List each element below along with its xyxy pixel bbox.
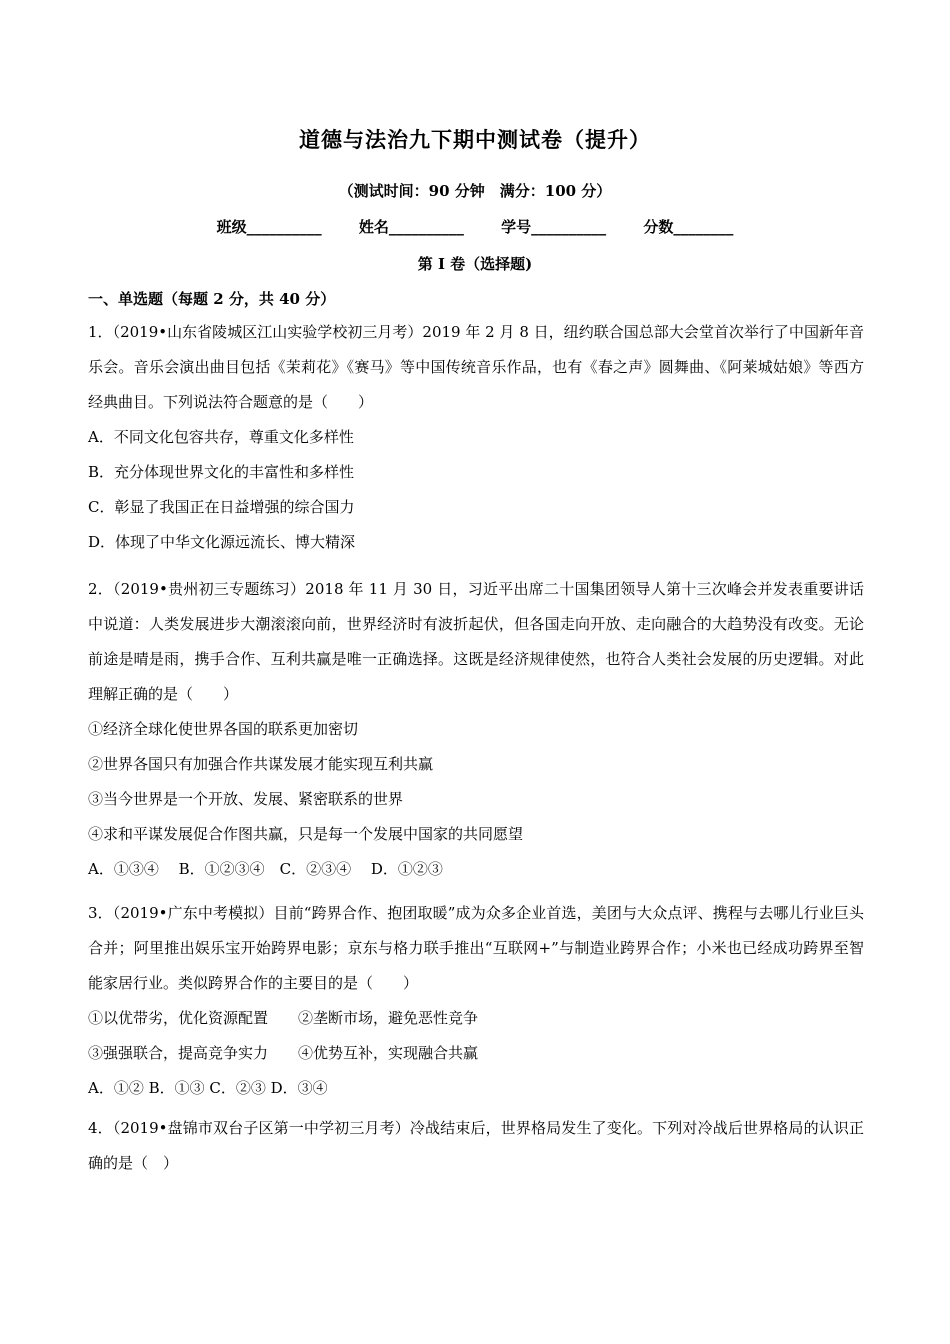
student-info-row	[0, 216, 950, 237]
page-title: 道德与法治九下期中测试卷（提升）	[299, 127, 651, 152]
options-line: A．①③④ B．①②③④ C．②③④ D．①②③	[88, 860, 443, 878]
statement-2: ②世界各国只有加强合作共谋发展才能实现互利共赢	[88, 755, 434, 773]
student-id-field: 学号__________	[501, 218, 607, 236]
options-line: A．①② B．①③ C．②③ D．③④	[88, 1079, 328, 1097]
question-stem: 2．（2019•贵州初三专题练习）2018 年 11 月 30 日，习近平出席二十国集团领导人第十三次峰会并发表重要讲话中说道：人类发展进步大潮滚滚向前，世界经济时有波折起伏，但各国走向开放、走向融合的大趋势没有改变。无论前途是晴是雨，携手合作、互利共赢是唯一正确选择。这既是经济规律使然，也符合人类社会发展的历史逻辑。对此理解正确的是（ ）	[88, 580, 864, 703]
name-field: 姓名__________	[358, 218, 464, 236]
volume-heading: 第 I 卷（选择题)	[417, 255, 533, 273]
section-heading: 一、单选题（每题 2 分，共 40 分）	[88, 290, 336, 308]
question-3	[88, 896, 864, 1106]
option-b: B．充分体现世界文化的丰富性和多样性	[88, 463, 355, 481]
question-stem: 3．（2019•广东中考模拟）目前“跨界合作、抱团取暖”成为众多企业首选，美团与大众点评、携程与去哪儿行业巨头合并；阿里推出娱乐宝开始跨界电影；京东与格力联手推出“互联网+”与制造业跨界合作；小米也已经成功跨界至智能家居行业。类似跨界合作的主要目的是（ ）	[88, 904, 864, 992]
question-4	[88, 1111, 864, 1181]
score-field: 分数________	[643, 218, 734, 236]
option-c: C．彰显了我国正在日益增强的综合国力	[88, 498, 355, 516]
question-1	[88, 315, 864, 560]
class-field: 班级__________	[216, 218, 322, 236]
question-stem: 1．（2019•山东省陵城区江山实验学校初三月考）2019 年 2 月 8 日，纽约联合国总部大会堂首次举行了中国新年音乐会。音乐会演出曲目包括《茉莉花》《赛马》等中国传统音乐作品，也有《春之声》圆舞曲、《阿莱城姑娘》等西方经典曲目。下列说法符合题意的是（ ）	[88, 323, 864, 411]
question-2	[88, 572, 864, 887]
question-stem: 4．（2019•盘锦市双台子区第一中学初三月考）冷战结束后，世界格局发生了变化。下列对冷战后世界格局的认识正确的是（ ）	[88, 1119, 864, 1172]
option-a: A．不同文化包容共存，尊重文化多样性	[88, 428, 354, 446]
statement-1: ①经济全球化使世界各国的联系更加密切	[88, 720, 359, 738]
statement-4: ④求和平谋发展促合作图共赢，只是每一个发展中国家的共同愿望	[88, 825, 524, 843]
option-d: D．体现了中华文化源远流长、博大精深	[88, 533, 356, 551]
statement-line-2: ③强强联合，提高竞争实力 ④优势互补，实现融合共赢	[88, 1044, 479, 1062]
statement-line-1: ①以优带劣，优化资源配置 ②垄断市场，避免恶性竞争	[88, 1009, 479, 1027]
exam-subtitle: （测试时间：90 分钟 满分：100 分）	[338, 182, 612, 200]
statement-3: ③当今世界是一个开放、发展、紧密联系的世界	[88, 790, 404, 808]
